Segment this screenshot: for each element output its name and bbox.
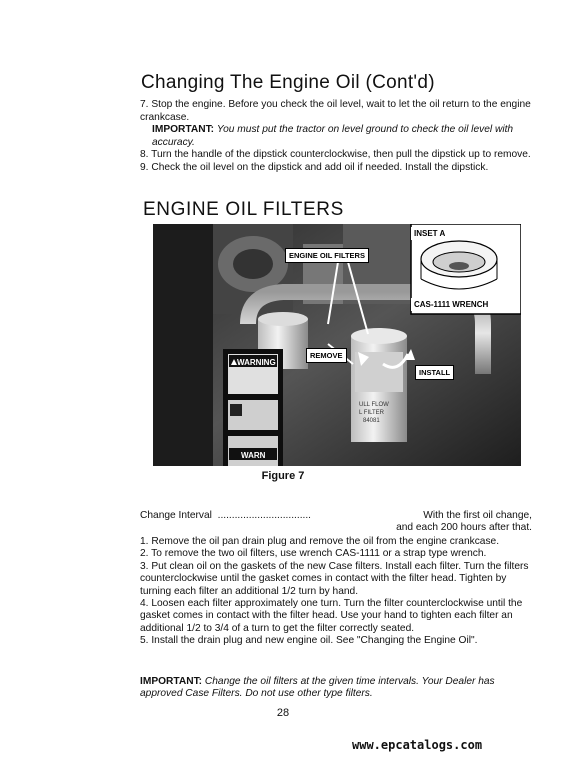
step-7: 7. Stop the engine. Before you check the oil level, wait to let the oil return to the engine crankcase. (140, 99, 531, 123)
step-b1: 1. Remove the oil pan drain plug and remove the oil from the engine crankcase. (140, 536, 500, 547)
figure-caption: Figure 7 (261, 470, 305, 482)
steps-list-a (140, 99, 532, 175)
step-b5: 5. Install the drain plug and new engine oil. See "Changing the Engine Oil". (140, 635, 478, 647)
step-9: 9. Check the oil level on the dipstick and add oil if needed. Install the dipstick. (140, 161, 489, 173)
warning-decal-1-text: WARNING (237, 358, 276, 367)
watermark-url: www.epcatalogs.com (352, 738, 483, 752)
step-b3: 3. Put clean oil on the gaskets of the new Case filters. Install each filter. Turn the filters counterclockwise until the gasket comes in contact with the filter head. Tighten by turning each filter an additional 1/2 turn by hand. (140, 560, 529, 597)
filter-text-3: 84081 (363, 418, 380, 424)
inset-a-label: INSET A (411, 227, 448, 240)
interval-line-1: Change Interval ................................. With the first oil change, (140, 510, 532, 521)
engine-oil-filters-label: ENGINE OIL FILTERS (285, 248, 369, 263)
install-label: INSTALL (415, 365, 454, 380)
remove-label: REMOVE (306, 348, 347, 363)
step-8: 8. Turn the handle of the dipstick counterclockwise, then pull the dipstick up to remove. (140, 149, 531, 161)
interval-line-2: and each 200 hours after that. (396, 522, 532, 534)
page-number: 28 (276, 707, 290, 719)
wrench-label: CAS-1111 WRENCH (411, 298, 491, 311)
filter-text-1: ULL FLOW (359, 402, 389, 408)
engine-photo (153, 224, 521, 466)
step-b4: 4. Loosen each filter approximately one turn. Turn the filter counterclockwise until the gasket comes in contact with the filter head. Use your hand to tighten each filter an additional 1/2 to 3/4 of a turn to get the filter correctly seated. (140, 598, 523, 634)
section-heading: Changing The Engine Oil (Cont'd) (141, 72, 435, 93)
change-interval (140, 510, 532, 535)
steps-list-b (140, 536, 532, 648)
filter-text-2: L FILTER (359, 410, 385, 416)
step-b2: 2. To remove the two oil filters, use wrench CAS-1111 or a strap type wrench. (140, 548, 487, 560)
filters-heading: ENGINE OIL FILTERS (143, 199, 344, 220)
important-note-2: IMPORTANT: Change the oil filters at the given time intervals. Your Dealer has approved Case Filters. Do not use other type filters. (140, 676, 495, 700)
important-note-1: IMPORTANT: You must put the tractor on level ground to check the oil level with accuracy. (152, 124, 514, 148)
warning-decal-2-text: WARN (241, 451, 266, 460)
